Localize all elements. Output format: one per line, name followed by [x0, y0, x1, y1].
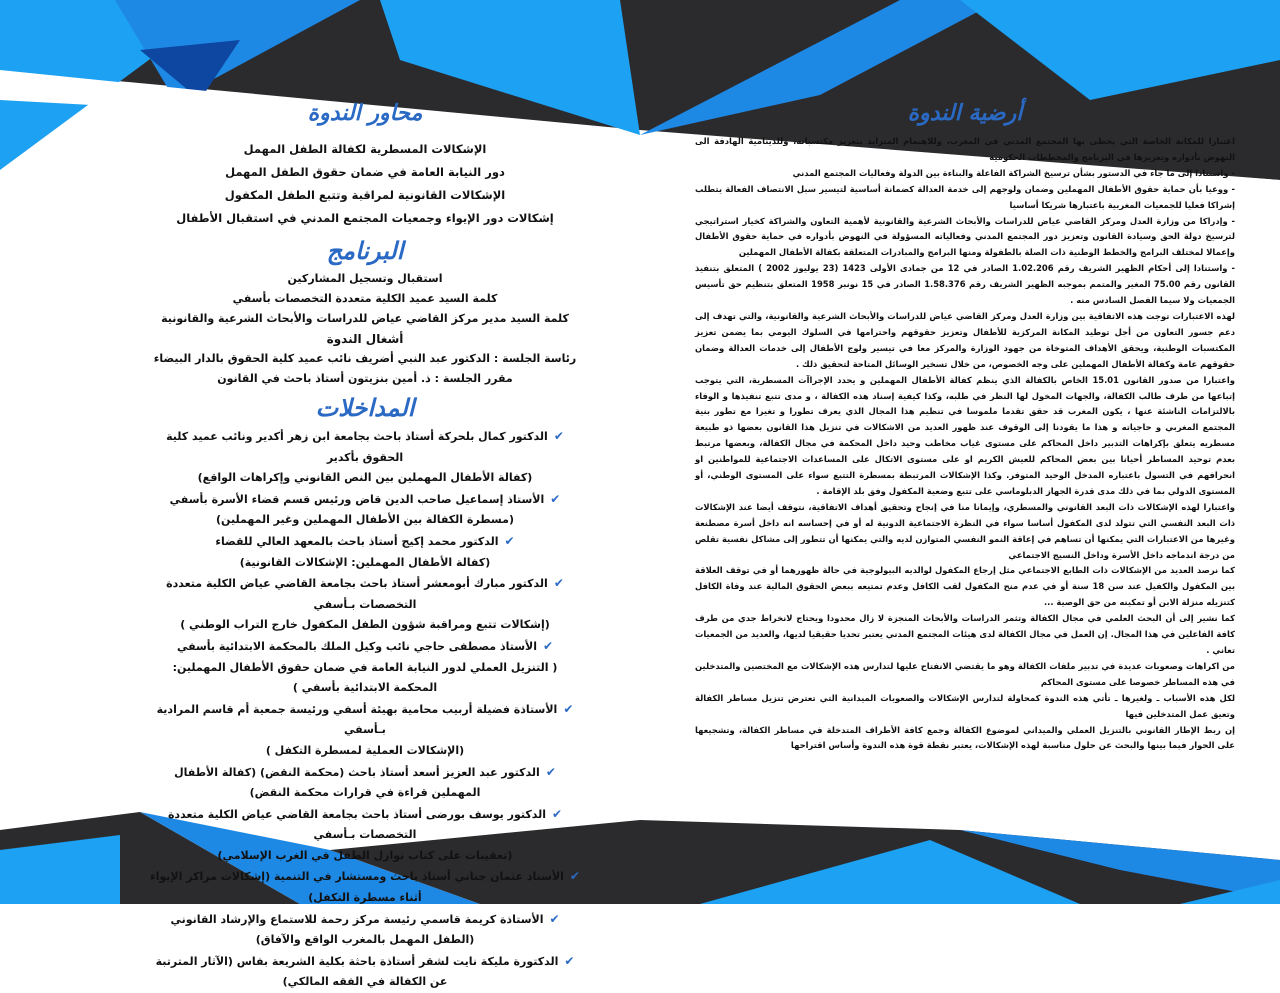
left-panel [150, 100, 580, 993]
program-title: البرنامج [326, 236, 404, 265]
paragraph: كما نشير إلى أن البحث العلمي في مجال الكفالة وتثمر الدراسات والأبحاث المنجزة لا زال محدودا ويحتاج لانخراط جدي من طرف كافة الفاعلين في هذا المجال. إن العمل في مجال الكفالة لدى هيئات المجتمع المدني يعتبر تحديا حقيقيا لديها، والعديد من الجمعيات تعاني . [695, 613, 1235, 655]
talk-topic: (كفالة الأطفال المهملين بين النص القانوني وإكراهات الواقع) [197, 471, 533, 485]
paragraph: واعتبارا من صدور القانون 15.01 الخاص بالكفالة الذي ينظم كفالة الأطفال المهملين و يحدد الإجراآت المسطرية، التي يتوجب إتباعها من طرف طالب الكفالة، والجهات المخول لها النظر في طلبه، وكذا كيفية إسناد هذه الكفالة ، و مدى تتبع تنفيذها و الوفاء بالالتزامات الناشئة عنها ، يكون المغرب قد حقق تقدما ملموسا في تنظيم هذا المجال الذي يعرف تطورا و تغيرا مع تطور بنية المجتمع المغربي و حاجياته و هذا ما يقودنا إلى الوقوف عند ظهور العديد من الاشكالات في تنزيل هذا القانون بعضها ذو طبيعة مسطريه يتعلق بإكراهات التدبير داخل المحاكم على مستوى غياب مخاطب وحيد داخل المحكمة في مجال الكفالة، وبعضها مرتبط بعدم توحيد المساطر أحيانا بين بعض المحاكم للعيش الكريم او على مستوى الاتكال على المساعدات الاجتماعية للمواطنين او انحرافهم في التسول باعتباره المدخل الوحيد المتوفر. وكذا الإشكالات المرتبطة بمسطرة التتبع سواء على المستوى الوطني، أو المستوى الدولي بما في ذلك مدى قدرة الجهاز الدبلوماسي على تتبع وضعية المكفول وفق بلد الإقامة . [695, 374, 1235, 496]
talk-speaker: ✔الأستاذ عثمان جناتي أستاذ باحث ومستشار في التنمية (إشكالات مراكز الإيواء أثناء مسطرة التكفل) [150, 869, 580, 905]
paragraph: من اكراهات وصعوبات عديدة في تدبير ملفات الكفالة وهو ما يقتضي الانفتاح عليها لتدارس هذه الإشكالات مع المختصين والمتدخلين في هذه المساطر خصوصا على مستوى المحاكم [695, 660, 1235, 687]
talks-list [150, 426, 580, 993]
talk-speaker: ✔الدكتور مبارك أبومعشر أستاذ باحث بجامعة القاضي عياض الكلية متعددة التخصصات بـأسفي [166, 576, 564, 611]
check-icon: ✔ [549, 911, 560, 926]
talk-topic: (الإشكالات العملية لمسطرة التكفل ) [265, 743, 465, 757]
talk-topic: (تعقيبات على كتاب نوازل الطفل في الغرب الإسلامي) [217, 848, 513, 862]
talk-speaker: ✔الدكتور كمال بلحركة أستاذ باحث بجامعة ابن زهر أكدير ونائب عميد كلية الحقوق بأكدير [166, 429, 564, 464]
talk-speaker: ✔الأستاذة كريمة قاسمي رئيسة مركز رحمة للاستماع والإرشاد القانوني (الطفل المهمل بالمغرب الواقع والآفاق) [170, 911, 560, 947]
talk-speaker: ✔الدكتور عبد العزيز أسعد أستاذ باحث (محكمة النقض) (كفالة الأطفال المهملين قراءة في قرارات محكمة النقض) [174, 764, 556, 800]
check-icon: ✔ [545, 764, 556, 779]
paragraph: - ووعيا بأن حماية حقوق الأطفال المهملين وضمان ولوجهم إلى خدمة العدالة كضمانة أساسية لتيسير سبل الانتصاف الفعالة يتطلب إشراكا فعليا للجمعيات المغربية باعتبارها شريكا أساسيا [695, 183, 1235, 210]
talk-speaker: ✔الأستاذ إسماعيل صاحب الدين قاض ورئيس قسم قضاء الأسرة بأسفي [169, 491, 561, 506]
program-subheading: أشغال الندوة [326, 332, 404, 346]
check-icon: ✔ [553, 576, 564, 591]
talk-topic: (كفالة الأطفال المهملين: الإشكالات القانونية) [239, 555, 491, 569]
talk-topic: ( التنزيل العملي لدور النيابة العامة في ضمان حقوق الأطفال المهملين: المحكمة الابتدائية بأسفي ) [172, 660, 558, 695]
paragraph: إن ربط الإطار القانوني بالتنزيل العملي والميداني لموضوع الكفالة وجمع كافة الأطراف المتدخلة في مساطر الكفالة، وتشجيعها على الحوار فيما بينها والبحث عن حلول مناسبة لهذه الإشكالات، يعتبر نقطة قوة هذه الندوة وأساس اقتراحها [695, 724, 1235, 751]
program-list [150, 269, 580, 389]
axis-item: دور النيابة العامة في ضمان حقوق الطفل المهمل [225, 165, 505, 179]
paragraph: - واستنادا إلى ما جاء في الدستور بشأن ترسيخ الشراكة الفاعلة والبناءة بين الدولة وفعاليات المجتمع المدني [792, 167, 1235, 178]
check-icon: ✔ [553, 429, 564, 443]
talk-topic: (مسطرة الكفالة بين الأطفال المهملين وغير المهملين) [216, 513, 514, 527]
program-item: رئاسة الجلسة : الدكتور عبد النبي أضريف نائب عميد كلية الحقوق بالدار البيضاء [153, 352, 577, 365]
symposium-background-title: أرضية الندوة [907, 100, 1023, 126]
axis-item: إشكالات دور الإيواء وجمعيات المجتمع المدني في استقبال الأطفال [176, 211, 554, 225]
program-item: كلمة السيد مدير مركز القاضي عياض للدراسات والأبحاث الشرعية والقانونية [161, 312, 569, 325]
right-panel [695, 100, 1235, 754]
paragraph: كما نرصد العديد من الإشكالات ذات الطابع الاجتماعي مثل إرجاع المكفول لوالديه البيولوجية في حالة ظهورهما أو في توقف العلاقة بين المكفول والكفيل عند سن 18 سنة أو في عدم منح المكفول لقب الكافل وعدم تمتيعه ببعض الحقوق المالية عند وفاة الكافل كتنزيله منزلة الابن أو تمكينه من حق الوصية ... [695, 565, 1235, 608]
paragraph: اعتبارا للمكانة الخاصة التي يحظى بها المجتمع المدني في المغرب، وللاهتمام المتزايد بتعزيز مكتسباته، وللدينامية الهادفة الى النهوض بأدواره وتعزيزها في البرنامج والمخططات الحكومية [695, 136, 1235, 162]
check-icon: ✔ [563, 701, 574, 716]
talk-speaker: ✔الدكتور محمد إكيج أستاذ باحث بالمعهد العالي للقضاء [215, 533, 515, 548]
program-item: كلمة السيد عميد الكلية متعددة التخصصات بأسفي [232, 292, 498, 305]
program-item: استقبال وتسجيل المشاركين [287, 272, 443, 285]
talks-title: المداخلات [315, 393, 415, 422]
talk-topic: (إشكالات تتبع ومراقبة شؤون الطفل المكفول خارج التراب الوطني ) [180, 618, 550, 632]
check-icon: ✔ [543, 638, 554, 653]
axis-item: الإشكالات القانونية لمراقبة وتتبع الطفل المكفول [224, 188, 506, 202]
axes-list [150, 138, 580, 230]
talk-speaker: ✔الدكتور يوسف بورضى أستاذ باحث بجامعة القاضي عياض الكلية متعددة التخصصات بـأسفي [167, 806, 563, 842]
talk-speaker: ✔الأستاذ مصطفى حاجي نائب وكيل الملك بالمحكمة الابتدائية بأسفي [176, 638, 554, 653]
paragraph: واعتبارا لهذه الإشكالات ذات البعد القانوني والمسطري، وإيمانا منا في إنجاح وتحقيق أهداف الاتفاقية، نتوقف أيضا عند الإشكالات ذات البعد النفسي التي تتولد لدى المكفول أساسا سواء في النظرة الاجتماعية الدونية له أو في إحساسه انه داخل أسرة مصطنعة وغيرها من الاعتبارات التي يمكنها أن تساهم في إعاقة النمو النفسي المتوازن لديه والتي يمكنها أن تتطور إلى مشاكل نفسية تقلص من درجة اندماجه داخل الأسرة وداخل النسيج الاجتماعي [695, 501, 1235, 560]
paragraph: - واستنادا إلى أحكام الظهير الشريف رقم 1.02.206 الصادر في 12 من جمادى الأولى 1423 (23 يوليوز 2002 ) المتعلق بتنفيذ القانون رقم 75.00 المغير والمتمم بموجبه الظهير الشريف رقم 1.58.376 الصادر في 15 نونبر 1958 المتعلق بتنظيم حق تأسيس الجمعيات ولا سيما الفصل السادس منه . [695, 263, 1236, 306]
check-icon: ✔ [504, 533, 515, 548]
paragraph: لكل هذه الأسباب ـ ولغيرها ـ تأتي هذه الندوة كمحاولة لتدارس الإشكالات والصعوبات الميدانية التي تعترض تنزيل مساطر الكفالة وتعيق عمل المتدخلين فيها [695, 692, 1235, 719]
talk-speaker: ✔الدكتورة مليكة نايت لشقر أستاذة باحثة بكلية الشريعة بفاس (الآثار المترتبة عن الكفالة في الفقه المالكي) [155, 953, 575, 989]
check-icon: ✔ [550, 491, 561, 506]
check-icon: ✔ [569, 869, 580, 884]
program-item: مقرر الجلسة : ذ. أمين بنزيتون أستاذ باحث في القانون [217, 372, 513, 385]
paragraph: - وإدراكا من وزارة العدل ومركز القاضي عياض للدراسات والأبحاث الشرعية والقانونية لأهمية التعاون والشراكة كخيار استراتيجي لترسيخ دولة الحق وسيادة القانون وتعزيز دور المجتمع المدني وفعالياته المسؤولة في النهوض بأدواره في حماية حقوق الأطفال وإعمالا لمختلف البرامج والخطط الوطنية ذات الصلة بالطفولة ومنها البرامج والمبادرات المتعلقة بكفالة الأطفال المهملين [695, 215, 1235, 258]
check-icon: ✔ [552, 806, 563, 821]
axis-item: الإشكالات المسطرية لكفالة الطفل المهمل [243, 142, 487, 156]
background-paragraphs [695, 134, 1235, 754]
axes-title: محاور الندوة [307, 100, 423, 126]
talk-speaker: ✔الأستاذة فضيلة أربيب محامية بهيئة أسفي ورئيسة جمعية أم قاسم المرادية بـأسفي [156, 701, 574, 737]
check-icon: ✔ [564, 953, 575, 968]
paragraph: لهذه الاعتبارات توجت هذه الاتفاقية بين وزارة العدل ومركز القاضي عياض للدراسات والأبحاث الشرعية والقانونية، والتي تهدف إلى دعم جسور التعاون من أجل توطيد المكانة المركزية للأطفال وتعزيز حقوقهم واحترامها في السلوك اليومي بما يضمن تعزيز المكتسبات الوطنية، ويحقق الأهداف المتوخاة من جهود الوزارة والمركز معا في تيسير ولوج الأطفال إلى خدمات العدالة وضمان حقوقهم عامة وكفالة الأطفال المهملين على وجه الخصوص، من خلال تسخير الوسائل المتاحة لتحقيق ذلك . [695, 310, 1235, 369]
